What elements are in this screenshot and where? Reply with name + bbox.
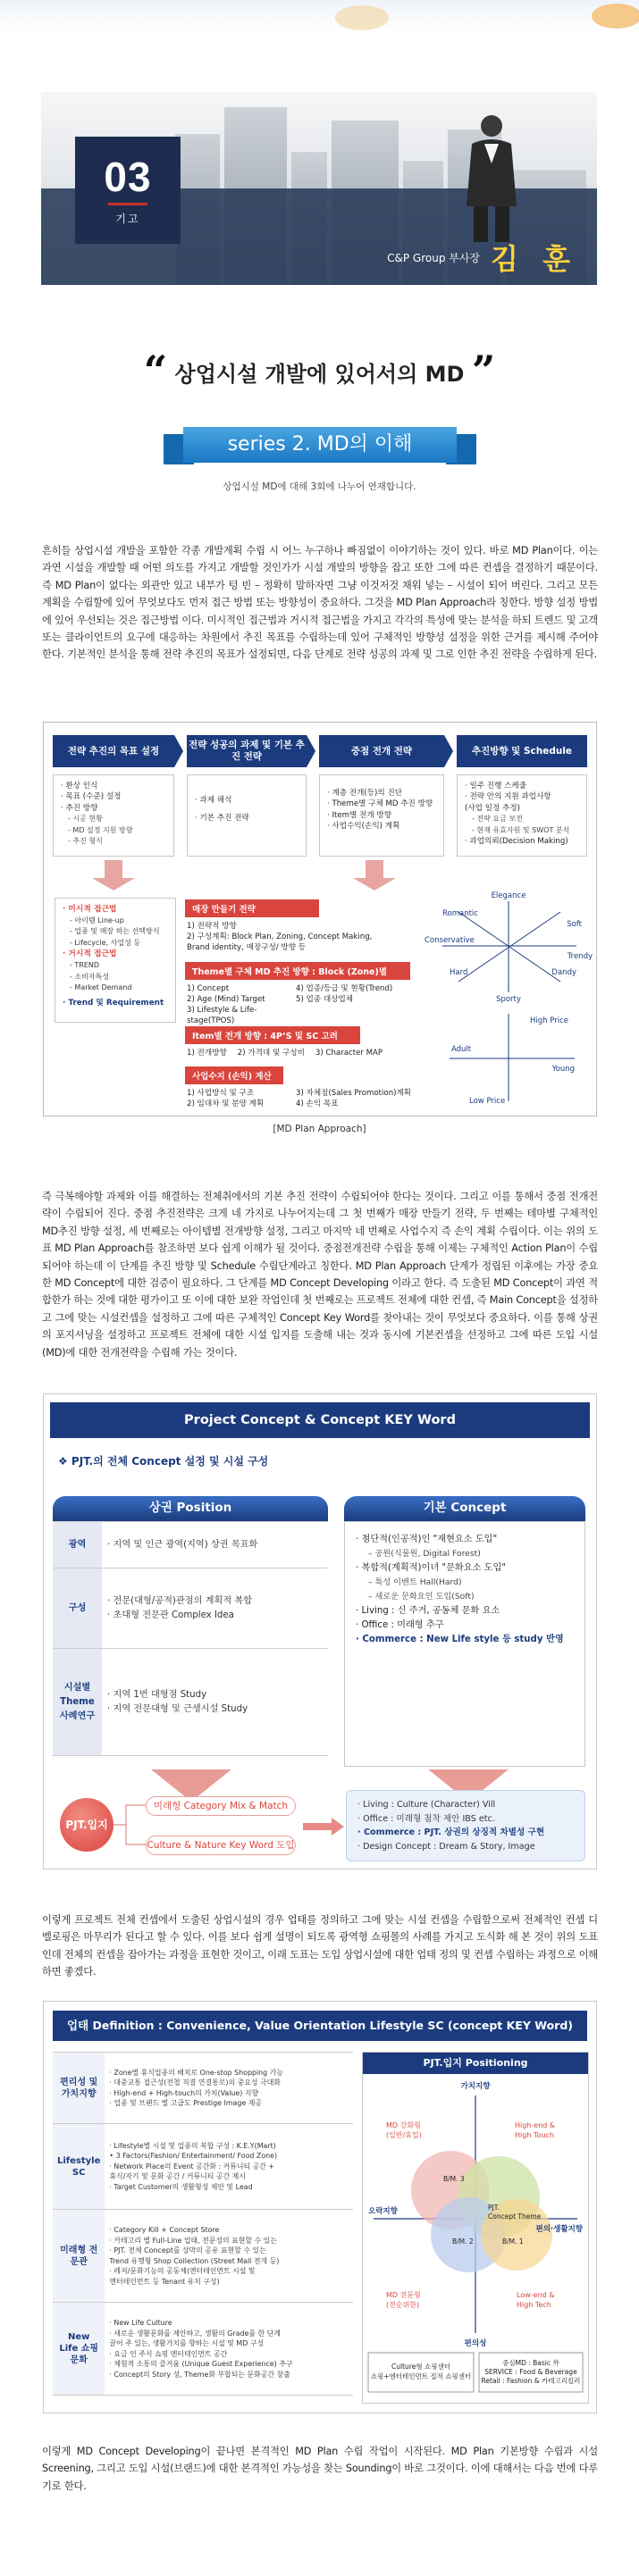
row-line: 휴식/자기 및 문화 공간 / 커뮤니티 공간 제시 xyxy=(109,2172,246,2181)
author-name: 김 훈 xyxy=(491,242,577,276)
row-line: · 지역 및 인근 광역(지역) 상권 목표화 xyxy=(107,1539,258,1550)
strategy-item: 2) Age (Mind) Target xyxy=(187,995,265,1004)
paragraph-1: 흔히들 상업시설 개발을 포함한 각종 개발계획 수립 시 어느 누구하나 빠짐없이 이야기하는 것이 있다. 바로 MD Plan이다. 이는 과연 시설을 개발할 때 어떤 의도를 가지고 개발할 것인가가 시설 개발의 방향을 잡고 또한 그에 따른 컨셉을 결정하기 때문이다. 즉 MD Plan이 없다는 외관만 있고 내부가 텅 빈 – 정확히 말하자면 그냥 이것저것 채워 넣는 – 시설이 되어 버린다. 그리고 모든 계획을 수립할에 있어 무엇보다도 먼저 접근 방법 또는 방향성이 중요하다. 그것을 MD Plan Approach라 칭한다. 방향 설정 방법에 있어 우선되는 것은 접근방법 이다. 미시적인 접근법과 거시적 접근법을 가지고 각각의 특성에 맞는 분석을 하되 트렌드 및 고객 또는 클라이언트의 요구에 대응하는 차원에서 추진 목표를 수립하는데 있어 구체적인 방향성 설정을 위한 근거를 제시해 주어야 한다. 기본적인 분석을 통해 전략 추진의 목표가 설정되면, 다음 단계로 전략 성공의 과제 및 그로 인한 추진 전략을 수립하게 된다. xyxy=(42,545,598,661)
concept-line: · Commerce : New Life style 등 study 반영 xyxy=(356,1635,564,1644)
row-line: · New Life Culture xyxy=(109,2319,172,2327)
stage-header-3: 중점 전개 전략 xyxy=(319,735,444,767)
map1-left: Conservative xyxy=(425,936,475,945)
positioning-title: PJT.입지 Positioning xyxy=(363,2053,588,2074)
issue-number-badge xyxy=(75,137,181,244)
strategy-bar-2: Theme별 구체 MD 추진 방향 : Block (Zone)별 xyxy=(185,962,410,980)
table-row xyxy=(53,2210,353,2303)
concept-line: · 복합적(계획적)이녀 "문화요소 도입" xyxy=(356,1563,507,1573)
row-line: · Category Kill + Concept Store xyxy=(109,2226,220,2234)
pos-br: Low-end & High Tech xyxy=(517,2291,555,2309)
diagram-caption: [MD Plan Approach] xyxy=(273,1124,366,1134)
row-line: · 지역 전문대형 및 근생시설 Study xyxy=(107,1703,248,1714)
concept-heading: ❖ PJT.의 전체 Concept 설정 및 시설 구성 xyxy=(58,1455,269,1468)
strategy-list-3 xyxy=(187,1048,419,1058)
row-line: · 레저/문화기능의 공동체(엔터테인먼트 시설 및 xyxy=(109,2267,256,2275)
pjt-location-circle: PJT.입지 xyxy=(60,1798,114,1852)
row-line: 엔터테인먼트 등 Tenant 유치 구성) xyxy=(109,2277,220,2286)
pos-left: 오락지향 xyxy=(368,2207,398,2216)
pos-marker-2: B/M. 2 xyxy=(452,2237,474,2246)
detail-line: · 전략 안의 지원 과업사항 xyxy=(465,792,551,802)
sky-decoration-icon xyxy=(0,0,639,30)
title-text: 상업시설 개발에 있어서의 MD xyxy=(174,362,465,387)
strategy-list-1 xyxy=(187,921,410,953)
basic-concept-box xyxy=(344,1521,585,1767)
row-line: · 지역 1번 대형점 Study xyxy=(107,1689,207,1700)
row-line: · 체험적 소통의 즐거움 (Unique Guest Experience) 추구 xyxy=(109,2360,293,2368)
row-key: 구성 xyxy=(53,1568,102,1649)
strategy-item: 1) 전략적 방향 xyxy=(187,922,237,931)
pos-marker-1: B/M. 3 xyxy=(443,2175,465,2183)
definition-title: 업태 Definition : Convenience, Value Orientation Lifestyle SC (concept KEY Word) xyxy=(53,2011,587,2041)
approach-line: - 소비자특성 xyxy=(70,972,110,981)
issue-category: 기고 xyxy=(115,213,140,225)
detail-line: - MD 설정 지원 방향 xyxy=(68,825,133,834)
detail-line: · 기본 추진 전략 xyxy=(195,814,249,824)
detail-line: - 현재 유효자원 및 SWOT 분석 xyxy=(472,825,570,834)
business-definition-diagram xyxy=(43,2001,597,2413)
table-row xyxy=(53,1649,328,1756)
strategy-item: 4) 업종/등급 및 현황(Trend) xyxy=(296,984,393,993)
row-value xyxy=(102,1568,328,1649)
strategy-item: 3) 자체점(Sales Promotion)계획 xyxy=(296,1089,412,1098)
detail-line: · Theme별 구체 MD 추진 방향 xyxy=(327,799,433,809)
area-position-table xyxy=(53,1521,328,1756)
row-key: Lifestyle SC xyxy=(53,2124,105,2210)
positioning-box xyxy=(362,2052,589,2404)
pos-tl: MD 강화형 (일반/휴밀) xyxy=(386,2121,422,2139)
strategy-item: 3) Character MAP xyxy=(315,1049,383,1058)
paragraph-4: 이렇게 MD Concept Developing이 끝나면 본격적인 MD Plan 수립 작업이 시작된다. MD Plan 기본방향 수립과 시설 Screening, 그리고 도입 시설(브랜드)에 대한 본격적인 가능성을 찾는 Sounding이 바로 그것이다. 이에 대해서는 다음 번에 다루기로 한다. xyxy=(42,2446,598,2492)
close-quote: ” xyxy=(471,347,496,395)
table-row xyxy=(53,1522,328,1568)
concept-line: · Office : 미래형 추구 xyxy=(356,1620,444,1630)
detail-line: · 계층 전개(등)의 진단 xyxy=(327,789,403,798)
approach-line: · 미시적 접근법 xyxy=(63,905,117,914)
pos-foot-right: 중심MD : Basic 外 SERVICE : Food & Beverage Retail : Fashion & 카테고리킬러 xyxy=(481,2359,581,2385)
approach-line: - 업종 및 매장 하는 선택방식 xyxy=(70,927,160,936)
map1-right: Trendy xyxy=(567,952,593,961)
concept-diagram-title: Project Concept & Concept KEY Word xyxy=(50,1402,590,1438)
pos-center: PJT. Concept Theme xyxy=(488,2204,542,2221)
row-line: · High-end + High-touch의 가치(Value) 지향 xyxy=(109,2088,259,2097)
row-value xyxy=(105,2053,353,2124)
stage-detail-3 xyxy=(319,774,444,857)
map1-bottom: Sporty xyxy=(496,995,521,1004)
row-line: · 전문(대형/공적)관점의 계획적 복합 xyxy=(107,1595,253,1606)
series-subtitle: 상업시설 MD에 대해 3회에 나누어 연재합니다. xyxy=(223,481,416,492)
pos-right: 편의·생활지향 xyxy=(535,2225,583,2234)
detail-line: · 목표 (수준) 설정 xyxy=(61,792,122,802)
row-line: · 대중교통 접근성(전철 직결 연결통로)의 중요성 극대화 xyxy=(109,2078,281,2087)
map1-top: Elegance xyxy=(491,891,526,900)
strategy-bar-1: 매장 만들기 전략 xyxy=(185,899,319,917)
pos-bl: MD 전문형 (전순위한) xyxy=(386,2291,421,2309)
open-quote: “ xyxy=(143,347,168,395)
positioning-map xyxy=(363,2074,588,2403)
row-value xyxy=(102,1522,328,1568)
row-line: · PJT. 전체 Concept를 상막의 공유 표현할 수 있는 xyxy=(109,2246,266,2254)
category-mix-pill: 미래형 Category Mix & Match xyxy=(146,1796,296,1816)
stage-detail-2 xyxy=(187,774,307,857)
concept-keyword-box xyxy=(346,1790,585,1861)
md-plan-approach-diagram xyxy=(43,722,597,1117)
concept-line: · Living : 신 주거, 공동체 문화 요소 xyxy=(356,1606,500,1616)
map1-tl: Romantic xyxy=(442,909,478,918)
row-value xyxy=(102,1649,328,1756)
stage-header-2: 전략 성공의 과제 및 기본 추진 전략 xyxy=(187,735,307,767)
pos-foot-left: Culture형 쇼핑센터 쇼핑+엔터테인먼트 집적 쇼핑센터 xyxy=(370,2363,472,2380)
positioning-maps xyxy=(423,889,594,1112)
area-position-header: 상권 Position xyxy=(53,1496,328,1521)
row-line: · 카테고리 별 Full-Line 업태, 전문성의 표현할 수 있는 xyxy=(109,2236,277,2245)
row-line: · Zone별 휴식업종의 배치로 One-stop Shopping 가능 xyxy=(109,2068,283,2077)
row-value xyxy=(105,2124,353,2210)
businessman-icon xyxy=(449,108,534,242)
stage-header-1: 전략 추진의 목표 설정 xyxy=(53,735,174,767)
detail-line: (사업 일정 추정) xyxy=(465,803,520,813)
row-key: 미래형 전문관 xyxy=(53,2210,105,2303)
row-line: · 업종 및 브랜드 별 고급도 Prestige Image 제공 xyxy=(109,2099,262,2107)
detail-line: · 환상 인식 xyxy=(61,782,98,790)
strategy-list-2a xyxy=(187,983,294,1026)
map2-top: High Price xyxy=(530,1016,568,1025)
definition-table xyxy=(53,2052,353,2396)
row-line: · Concept의 Story 성, Theme화 부합되는 문화공간 창출 xyxy=(109,2370,290,2379)
map1-tr: Soft xyxy=(567,920,582,929)
strategy-item: 2) 가격대 및 구성비 xyxy=(237,1049,305,1058)
strategy-list-4a xyxy=(187,1088,294,1109)
approach-line: - TREND xyxy=(70,960,100,969)
detail-line: · Item별 전개 방향 xyxy=(327,810,391,820)
paragraph-2: 즉 극복해야할 과제와 이를 해결하는 전체취에서의 기본 추진 전략이 수립되어야 한다는 것이다. 그리고 이를 통해서 중점 전개전략이 수립되어 진다. 중점 추진전략은 크게 네 가지로 나누어지는데 그 첫 번째가 매장 만들기 전략, 두 번째는 테마별 구체적인 MD추진 방향 설정, 세 번째로는 아이템별 전개방향 설정, 그리고 마지막 네 번째로 사업수지 즉 손익 계획 수립이다. 이는 위의 도표 MD Plan Approach를 참조하면 보다 쉽게 이해가 될 것이다. 중점전개전략 수립을 통해 이제는 구체적인 Action Plan이 수립되어야 하는데 이 단계를 추진 방향 및 Schedule 수립단계라고 칭한다. MD Plan Approach 단계가 정립된 이후에는 가장 중요한 MD Concept에 대한 검증이 필요하다. 그 단계를 MD Concept Developing 이라고 한다. 즉 도출된 MD Concept이 과연 적합한가 하는 것에 대한 평가이고 또 이에 대한 보완 작업인데 첫 번째로는 프로젝트 전체에 대한 컨셉, 즉 Main Concept을 설정하고 그에 맞는 시설컨셉을 설정하고 그에 따른 구체적인 Concept Key Word를 찾아내는 것이 무엇보다 중요하다. 이를 통해 상권의 포지셔닝을 설정하고 프로젝트 전체에 대한 시설 입지를 도출해 내는 것과 동시에 기본컨셉을 선정하고 그에 따른 도입 시설(MD)에 대한 전개전략을 수립해 가는 것이다. xyxy=(42,1191,598,1359)
culture-nature-pill: Culture & Nature Key Word 도입 xyxy=(146,1836,296,1855)
keyword-line: · Living : Culture (Character) Vill xyxy=(357,1800,496,1810)
series-label: series 2. MD의 이해 xyxy=(183,427,457,463)
top-decoration xyxy=(0,0,639,30)
concept-line: – 공원(식물원, Digital Forest) xyxy=(368,1549,481,1559)
strategy-item: 1) Concept xyxy=(187,984,230,993)
approach-methods-box xyxy=(55,898,176,1023)
strategy-item: Brand identity, 매장구성/ 방향 등 xyxy=(187,943,307,952)
map2-right: Young xyxy=(551,1065,575,1074)
approach-line: · 거시적 접근법 xyxy=(63,949,117,959)
table-row xyxy=(53,1568,328,1649)
row-line: • 3 Factors(Fashion/ Entertainment/ Food Zone) xyxy=(109,2152,278,2161)
strategy-bar-4: 사업수지 (손익) 계산 xyxy=(185,1066,283,1084)
paragraph-3: 이렇게 프로젝트 전체 컨셉에서 도출된 상업시설의 경우 업태를 정의하고 그에 맞는 시설 컨셉을 수립함으로써 전체적인 컨셉 디벨로핑은 마무리가 된다고 할 수 있다. 이를 보다 쉽게 설명이 되도록 광역형 쇼핑몰의 사례를 가지고 도식화 해 본 것이 위의 도표인데 전체의 컨셉을 잡아가는 과정을 표현한 것이고, 이래 도표는 도입 상업시설에 대한 업태 정의 및 컨셉 수립하는 과정으로 이해하면 좋겠다. xyxy=(42,1914,598,1978)
strategy-item: 2) 임대차 및 분양 계획 xyxy=(187,1100,265,1108)
author-line xyxy=(387,237,577,278)
strategy-item: 2) 구성계획: Block Plan, Zoning, Concept Making, xyxy=(187,933,373,941)
row-line: · Target Customer의 생활형성 제안 및 Lead xyxy=(109,2182,253,2191)
concept-line: – 특성 이벤트 Hall(Hard) xyxy=(368,1577,462,1587)
pos-top: 가치지향 xyxy=(460,2082,491,2091)
table-row xyxy=(53,2053,353,2124)
row-line: · 새로운 생활문화를 제안하고, 생활의 Grade를 한 단계 xyxy=(109,2329,281,2338)
connector-arrows-icon xyxy=(53,857,589,892)
hero-banner xyxy=(41,92,597,285)
approach-line: - Lifecycle, 사업성 등 xyxy=(70,938,141,947)
pos-marker-3: B/M. 1 xyxy=(502,2237,524,2246)
concept-line: · 첨단적(인공적)인 "재현요소 도입" xyxy=(356,1535,498,1544)
approach-line: - 아이템 Line-up xyxy=(70,916,124,924)
approach-line: - Market Demand xyxy=(70,983,132,992)
table-row xyxy=(53,2124,353,2210)
detail-line: · 과업의뢰(Decision Making) xyxy=(465,837,568,847)
row-line: · 요금 인 주식 쇼핑 엔터테인먼트 공간 xyxy=(109,2349,228,2358)
strategy-item: 4) 손익 목표 xyxy=(296,1100,339,1108)
basic-concept-header: 기본 Concept xyxy=(344,1496,585,1521)
issue-number: 03 xyxy=(104,154,152,200)
strategy-item: 5) 업종 대상업체 xyxy=(296,995,354,1004)
row-key: 시설별 Theme 사례연구 xyxy=(53,1649,102,1756)
stage-header-4: 추진방향 및 Schedule xyxy=(457,735,587,767)
strategy-item: 1) 사업방식 및 구조 xyxy=(187,1089,255,1098)
keyword-line: · Design Concept : Dream & Story, Image xyxy=(357,1841,535,1852)
pos-bottom: 편의성 xyxy=(464,2339,487,2348)
strategy-bar-3: Item별 전개 방향 : 4P’S 및 SC 고려 xyxy=(185,1026,360,1044)
row-key: New Life 쇼핑문화 xyxy=(53,2303,105,2396)
stage-detail-4 xyxy=(457,774,587,857)
strategy-item: 3) Lifestyle & Life-stage(TPOS) xyxy=(187,1006,257,1025)
detail-line: · 추진 방향 xyxy=(61,803,98,813)
detail-line: · 과제 해석 xyxy=(195,796,232,805)
detail-line: · 사업수익(손익) 계획 xyxy=(327,822,400,832)
row-line: Trend 유행형 Shop Collection (Street Mall 전개 등) xyxy=(109,2256,280,2265)
author-role: C&P Group 부사장 xyxy=(387,251,481,264)
row-key: 편리성 및 가치지향 xyxy=(53,2053,105,2124)
strategy-list-2b xyxy=(296,983,412,1005)
keyword-line: · Commerce : PJT. 상권의 상징적 차별성 구현 xyxy=(357,1827,545,1837)
stage-detail-1 xyxy=(53,774,174,857)
map1-bl: Hard xyxy=(450,968,468,977)
row-value xyxy=(105,2303,353,2396)
article-title xyxy=(0,347,639,395)
strategy-list-4b xyxy=(296,1088,421,1109)
detail-line: - 시공 현황 xyxy=(68,815,103,824)
detail-line: · 일주 진행 스케줄 xyxy=(465,782,527,790)
detail-line: - 전략 요금 보전 xyxy=(472,815,523,824)
right-arrow-icon xyxy=(303,1818,344,1836)
row-value xyxy=(105,2210,353,2303)
row-line: · 초대형 전문관 Complex Idea xyxy=(107,1610,234,1620)
project-concept-diagram xyxy=(43,1393,597,1869)
concept-line: – 새로운 문화요인 도입(Soft) xyxy=(368,1592,475,1602)
map2-left: Adult xyxy=(451,1045,472,1054)
row-line: · Network Place의 Event 공간화 : 커뮤니티 공간 + xyxy=(109,2162,275,2170)
pos-tr: High-end & High Touch xyxy=(515,2121,556,2139)
bracket-lines-icon xyxy=(114,1794,146,1857)
detail-line: - 추진 형식 xyxy=(68,837,103,846)
series-ribbon xyxy=(164,427,476,466)
map1-br: Dandy xyxy=(551,968,576,977)
row-line: · Lifestyle별 시설 및 업종의 복합 구성 : K.E.Y(Mart) xyxy=(109,2141,276,2150)
strategy-item: 1) 전개방향 xyxy=(187,1049,227,1058)
approach-line: · Trend 및 Requirement xyxy=(63,998,164,1008)
row-line: 끌어 주 있는, 생활가치를 향하는 시설 및 MD 구성 xyxy=(109,2339,265,2347)
table-row xyxy=(53,2303,353,2396)
keyword-line: · Office : 미래형 첨착 제안 IBS etc. xyxy=(357,1813,495,1824)
map2-bottom: Low Price xyxy=(469,1097,506,1106)
row-key: 광역 xyxy=(53,1522,102,1568)
